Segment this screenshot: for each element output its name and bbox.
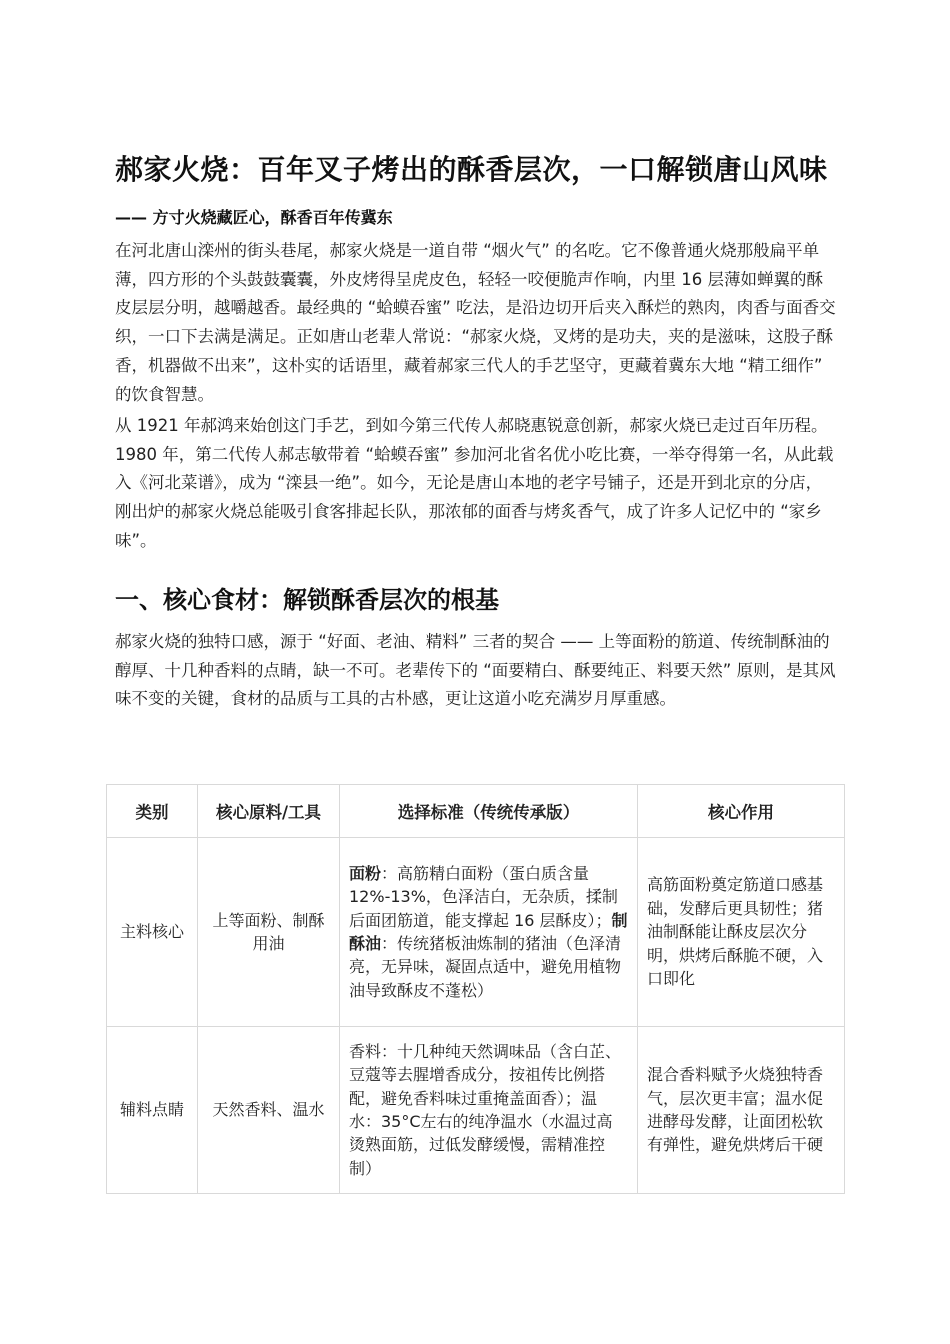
header-role: 核心作用 xyxy=(638,785,845,838)
page-subtitle: —— 方寸火烧藏匠心，酥香百年传冀东 xyxy=(115,208,393,227)
cell-material: 上等面粉、制酥用油 xyxy=(198,838,340,1027)
header-category: 类别 xyxy=(107,785,198,838)
intro-paragraph: 在河北唐山滦州的街头巷尾，郝家火烧是一道自带 “烟火气” 的名吃。它不像普通火烧那般扁平单薄，四方形的个头鼓鼓囊囊，外皮烤得呈虎皮色，轻轻一咬便脆声作响，内里 16 层薄如蝉翼的酥皮层层分明，越嚼越香。最经典的 “蛤蟆吞蜜” 吃法，是沿边切开后夹入酥烂的熟肉，肉香与面香交织，一口下去满是满足。正如唐山老辈人常说：“郝家火烧，叉烤的是功夫，夹的是滋味，这股子酥香，机器做不出来”，这朴实的话语里，藏着郝家三代人的手艺坚守，更藏着冀东大地 “精工细作” 的饮食智慧。 xyxy=(115,241,836,404)
cell-role: 高筋面粉奠定筋道口感基础，发酵后更具韧性；猪油制酥能让酥皮层次分明，烘烤后酥脆不硬，入口即化 xyxy=(638,838,845,1027)
page-title: 郝家火烧：百年叉子烤出的酥香层次，一口解锁唐山风味 xyxy=(115,153,828,186)
history-paragraph: 从 1921 年郝鸿来始创这门手艺，到如今第三代传人郝晓惠锐意创新，郝家火烧已走过百年历程。1980 年，第二代传人郝志敏带着 “蛤蟆吞蜜” 参加河北省名优小吃比赛，一举夺得第一名，从此载入《河北菜谱》，成为 “滦县一绝”。如今，无论是唐山本地的老字号铺子，还是开到北京的分店，刚出炉的郝家火烧总能吸引食客排起长队，那浓郁的面香与烤炙香气，成了许多人记忆中的 “家乡味”。 xyxy=(115,416,834,550)
cell-standard xyxy=(340,838,638,1027)
table-header-row xyxy=(107,785,845,838)
ingredients-paragraph: 郝家火烧的独特口感，源于 “好面、老油、精料” 三者的契合 —— 上等面粉的筋道、传统制酥油的醇厚、十几种香料的点睛，缺一不可。老辈传下的 “面要精白、酥要纯正、料要天然” 原则，是其风味不变的关键，食材的品质与工具的古朴感，更让这道小吃充满岁月厚重感。 xyxy=(115,632,836,709)
table-row xyxy=(107,838,845,1027)
header-material: 核心原料/工具 xyxy=(198,785,340,838)
cell-category: 主料核心 xyxy=(107,838,198,1027)
cell-standard: 香料：十几种纯天然调味品（含白芷、豆蔻等去腥增香成分，按祖传比例搭配，避免香料味过重掩盖面香）；温水：35°C左右的纯净温水（水温过高烫熟面筋，过低发酵缓慢，需精准控制） xyxy=(340,1027,638,1194)
table-row xyxy=(107,1027,845,1194)
header-standard: 选择标准（传统传承版） xyxy=(340,785,638,838)
standard-oil-text: ：传统猪板油炼制的猪油（色泽清亮，无异味，凝固点适中，避免用植物油导致酥皮不蓬松） xyxy=(349,934,622,1000)
cell-role: 混合香料赋予火烧独特香气，层次更丰富；温水促进酵母发酵，让面团松软有弹性，避免烘烤后干硬 xyxy=(638,1027,845,1194)
standard-flour-text: ：高筋精白面粉（蛋白质含量 12%-13%，色泽洁白，无杂质，揉制后面团筋道，能支撑起 16 层酥皮）； xyxy=(349,863,618,930)
ingredients-table xyxy=(106,784,845,1194)
keyword-oil: 制酥油 xyxy=(349,910,628,953)
section-heading: 一、核心食材：解锁酥香层次的根基 xyxy=(115,586,499,614)
cell-category: 辅料点睛 xyxy=(107,1027,198,1194)
cell-material: 天然香料、温水 xyxy=(198,1027,340,1194)
keyword-flour: 面粉 xyxy=(349,863,382,883)
